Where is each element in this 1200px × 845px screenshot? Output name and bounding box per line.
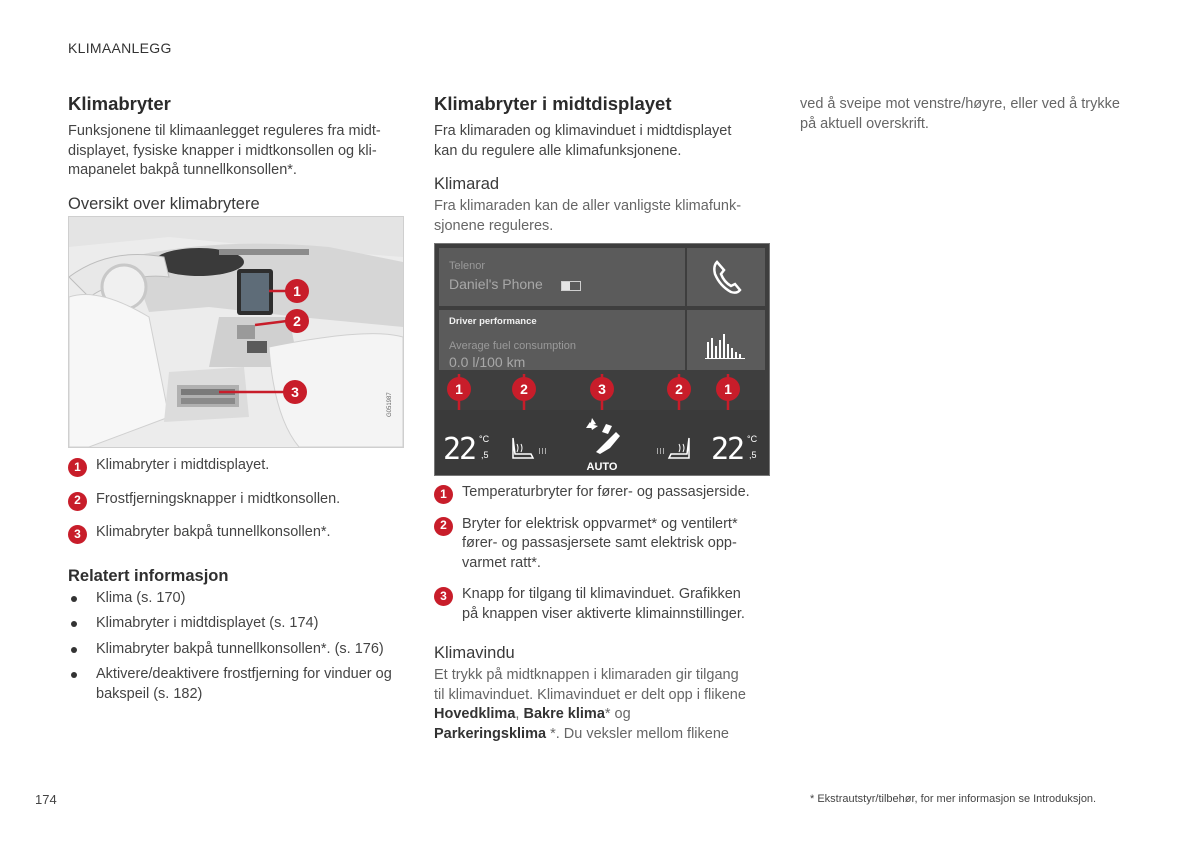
- driver-temp-unit: °C: [479, 434, 490, 444]
- display-callout-2b: 2: [667, 377, 691, 401]
- driver-temp-button[interactable]: 22: [443, 432, 476, 467]
- col2-legend-badge-1: 1: [434, 485, 453, 504]
- climate-bar: [435, 410, 769, 475]
- perf-title: Driver performance: [449, 316, 537, 327]
- center-display: [434, 243, 770, 476]
- callout-2: 2: [285, 309, 309, 333]
- klimarad-title: Klimarad: [434, 175, 500, 193]
- klimavindu-title: Klimavindu: [434, 644, 515, 662]
- klimavindu-end: *. Du veksler mellom flikene: [546, 725, 729, 742]
- col2-legend-1-line-1: Temperaturbryter for fører- og passasjerside.: [462, 484, 750, 500]
- column-continuation: [800, 95, 1145, 134]
- callout-1: 1: [285, 279, 309, 303]
- intro-line-1: Funksjonene til klimaanlegget reguleres fra midt-: [68, 123, 381, 139]
- legend-badge-2: 2: [68, 492, 87, 511]
- col3-line-2: på aktuell overskrift.: [800, 115, 929, 132]
- display-callout-1a: 1: [447, 377, 471, 401]
- climate-window-button[interactable]: [582, 414, 622, 472]
- footnote: * Ekstrautstyr/tilbehør, for mer informasjon se Introduksjon.: [810, 793, 1097, 805]
- klimarad-line-2: sjonene reguleres.: [434, 217, 554, 234]
- col3-line-1: ved å sveipe mot venstre/høyre, eller ved å trykke: [800, 96, 1120, 112]
- legend-item-3: [68, 523, 404, 543]
- perf-label: Average fuel consumption: [449, 340, 576, 352]
- related-list: [68, 589, 404, 705]
- intro-line-3: mapanelet bakpå tunnellkonsollen*.: [68, 162, 297, 178]
- tab-parkeringsklima: Parkeringsklima: [434, 725, 547, 742]
- image-code: G051987: [387, 392, 393, 417]
- intro-line-2: displayet, fysiske knapper i midtkonsollen og kli-: [68, 142, 377, 159]
- driver-seat-heat-icon[interactable]: [507, 436, 547, 464]
- legend-text-2: Frostfjerningsknapper i midtkonsollen.: [96, 490, 341, 507]
- col2-legend-2-line-2: fører- og passasjersete samt elektrisk opp-: [462, 535, 737, 551]
- battery-icon: [561, 281, 581, 291]
- col2-legend-badge-3: 3: [434, 587, 453, 606]
- display-callout-2a: 2: [512, 377, 536, 401]
- display-callout-3: 3: [590, 377, 614, 401]
- performance-tile[interactable]: [439, 310, 685, 370]
- passenger-temp-button[interactable]: 22: [711, 432, 744, 467]
- title-center-display: Klimabryter i midtdisplayet: [434, 93, 672, 114]
- col2-intro-2: kan du regulere alle klimafunksjonene.: [434, 142, 682, 159]
- bar-chart-icon: [687, 310, 765, 370]
- stats-button[interactable]: [687, 310, 765, 370]
- og-text: * og: [604, 706, 631, 722]
- col2-legend: [434, 483, 770, 744]
- auto-label: AUTO: [586, 461, 618, 473]
- column-center-display: [434, 92, 770, 236]
- call-button[interactable]: [687, 248, 765, 306]
- related-link-3[interactable]: Klimabryter bakpå tunnellkonsollen*. (s. 176): [68, 640, 404, 660]
- related-link-2[interactable]: Klimabryter i midtdisplayet (s. 174): [68, 614, 404, 634]
- legend-badge-3: 3: [68, 525, 87, 544]
- col2-legend-2-line-3: varmet ratt*.: [462, 554, 541, 571]
- passenger-seat-heat-icon[interactable]: [655, 436, 695, 464]
- legend-text-1: Klimabryter i midtdisplayet.: [96, 457, 270, 473]
- column-climate-switches: [68, 92, 404, 217]
- phone-icon: [687, 248, 765, 306]
- col2-legend-2-line-1: Bryter for elektrisk oppvarmet* og ventilert*: [462, 515, 738, 532]
- fan-seat-icon: [582, 414, 622, 456]
- col2-legend-1: [434, 483, 770, 503]
- col2-legend-3-line-2: på knappen viser aktiverte klimainnstillinger.: [462, 605, 745, 622]
- perf-value: 0.0 l/100 km: [449, 354, 526, 370]
- legend-item-1: [68, 456, 404, 476]
- title-klimabryter: Klimabryter: [68, 93, 171, 114]
- tab-hovedklima: Hovedklima: [434, 706, 516, 722]
- klimavindu-line-3: [434, 705, 770, 725]
- passenger-temp-unit: °C: [747, 434, 758, 444]
- col2-legend-badge-2: 2: [434, 517, 453, 536]
- related-link-1[interactable]: Klima (s. 170): [68, 589, 404, 609]
- klimavindu-line-1: Et trykk på midtknappen i klimaraden gir tilgang: [434, 667, 739, 683]
- related-link-4[interactable]: Aktivere/deaktivere frostfjerning for vinduer og bakspeil (s. 182): [68, 665, 404, 704]
- driver-temp-decimal: ,5: [481, 450, 489, 460]
- operator-label: Telenor: [449, 260, 486, 272]
- col2-legend-3-line-1: Knapp for tilgang til klimavinduet. Grafikken: [462, 586, 741, 602]
- display-callout-1b: 1: [716, 377, 740, 401]
- callout-3: 3: [283, 380, 307, 404]
- section-header: KLIMAANLEGG: [68, 40, 172, 56]
- overview-title: Oversikt over klimabrytere: [68, 194, 260, 213]
- phone-tile[interactable]: [439, 248, 685, 306]
- col2-intro-1: Fra klimaraden og klimavinduet i midtdisplayet: [434, 123, 732, 139]
- col2-legend-2: [434, 515, 770, 574]
- car-interior-drawing: [69, 217, 403, 447]
- klimavindu-line-2: til klimavinduet. Klimavinduet er delt opp i flikene: [434, 686, 746, 703]
- legend-text-3: Klimabryter bakpå tunnellkonsollen*.: [96, 524, 331, 540]
- legend-item-2: [68, 490, 404, 510]
- phone-name: Daniel's Phone: [449, 276, 543, 292]
- klimavindu-line-4: [434, 725, 770, 745]
- tab-bakre-klima: Bakre klima: [523, 706, 605, 722]
- col1-legend: [68, 456, 404, 710]
- interior-illustration: [68, 216, 404, 448]
- passenger-temp-decimal: ,5: [749, 450, 757, 460]
- col2-legend-3: [434, 585, 770, 624]
- related-title: Relatert informasjon: [68, 566, 229, 585]
- klimarad-line-1: Fra klimaraden kan de aller vanligste klimafunk-: [434, 198, 742, 214]
- page-number: 174: [35, 792, 57, 807]
- legend-badge-1: 1: [68, 458, 87, 477]
- tab-separator: ,: [515, 706, 524, 722]
